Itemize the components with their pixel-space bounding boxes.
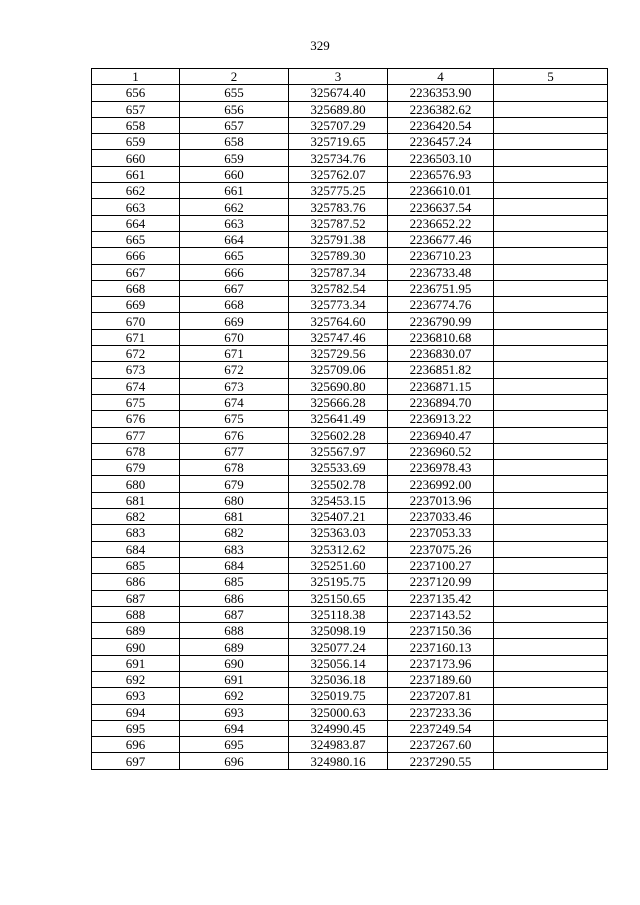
table-cell: 696: [92, 737, 180, 753]
table-cell: 680: [180, 492, 289, 508]
table-cell: 2237100.27: [388, 557, 494, 573]
table-cell: 325453.15: [289, 492, 388, 508]
table-cell: 2237120.99: [388, 574, 494, 590]
table-cell: 657: [92, 101, 180, 117]
table-cell: [494, 737, 608, 753]
table-cell: 683: [180, 541, 289, 557]
column-header: 1: [92, 69, 180, 85]
table-cell: [494, 248, 608, 264]
table-cell: [494, 264, 608, 280]
column-header: 2: [180, 69, 289, 85]
table-row: [92, 492, 608, 508]
table-cell: 671: [92, 329, 180, 345]
table-cell: 325567.97: [289, 443, 388, 459]
table-cell: 2237160.13: [388, 639, 494, 655]
table-cell: 685: [92, 557, 180, 573]
table-cell: 2236733.48: [388, 264, 494, 280]
table-cell: 325789.30: [289, 248, 388, 264]
table-row: [92, 280, 608, 296]
table-cell: [494, 509, 608, 525]
table-cell: 325707.29: [289, 117, 388, 133]
table-cell: [494, 394, 608, 410]
table-row: [92, 215, 608, 231]
table-row: [92, 541, 608, 557]
table-cell: [494, 199, 608, 215]
table-cell: 2236610.01: [388, 183, 494, 199]
table-cell: 672: [92, 346, 180, 362]
coordinates-table: [91, 68, 608, 770]
table-cell: 690: [180, 655, 289, 671]
table-row: [92, 606, 608, 622]
table-cell: 673: [92, 362, 180, 378]
table-cell: [494, 378, 608, 394]
table-cell: 677: [92, 427, 180, 443]
table-cell: 2236774.76: [388, 297, 494, 313]
table-cell: 696: [180, 753, 289, 769]
table-cell: 325764.60: [289, 313, 388, 329]
table-cell: 325689.80: [289, 101, 388, 117]
table-cell: 690: [92, 639, 180, 655]
table-cell: 666: [92, 248, 180, 264]
table-cell: [494, 753, 608, 769]
column-header: 5: [494, 69, 608, 85]
table-row: [92, 346, 608, 362]
table-cell: 2236353.90: [388, 85, 494, 101]
table-cell: [494, 574, 608, 590]
table-cell: 684: [180, 557, 289, 573]
table-cell: 678: [92, 443, 180, 459]
table-cell: 325641.49: [289, 411, 388, 427]
table-cell: 679: [180, 476, 289, 492]
table-cell: [494, 166, 608, 182]
table-cell: 325077.24: [289, 639, 388, 655]
table-cell: 2237053.33: [388, 525, 494, 541]
table-cell: 694: [180, 720, 289, 736]
table-cell: [494, 623, 608, 639]
table-cell: 692: [92, 671, 180, 687]
table-cell: [494, 655, 608, 671]
table-cell: 673: [180, 378, 289, 394]
table-cell: 683: [92, 525, 180, 541]
table-row: [92, 427, 608, 443]
table-cell: 325056.14: [289, 655, 388, 671]
table-row: [92, 329, 608, 345]
table-cell: 691: [92, 655, 180, 671]
table-cell: 2236940.47: [388, 427, 494, 443]
table-cell: 2237013.96: [388, 492, 494, 508]
table-cell: 324983.87: [289, 737, 388, 753]
table-cell: 325791.38: [289, 231, 388, 247]
table-row: [92, 525, 608, 541]
table-cell: 672: [180, 362, 289, 378]
table-cell: 2236790.99: [388, 313, 494, 329]
table-cell: [494, 231, 608, 247]
table-row: [92, 134, 608, 150]
table-cell: [494, 541, 608, 557]
table-cell: 2236420.54: [388, 117, 494, 133]
table-cell: 689: [92, 623, 180, 639]
page-number: 329: [310, 38, 330, 53]
table-cell: 687: [92, 590, 180, 606]
table-cell: [494, 313, 608, 329]
table-cell: [494, 85, 608, 101]
table-row: [92, 411, 608, 427]
table-cell: 2236810.68: [388, 329, 494, 345]
table-cell: 2237150.36: [388, 623, 494, 639]
table-cell: [494, 280, 608, 296]
table-cell: 2236710.23: [388, 248, 494, 264]
table-cell: [494, 150, 608, 166]
table-cell: 681: [92, 492, 180, 508]
table-cell: 675: [92, 394, 180, 410]
table-cell: 325666.28: [289, 394, 388, 410]
table-cell: 691: [180, 671, 289, 687]
table-cell: 324980.16: [289, 753, 388, 769]
table-cell: 682: [92, 509, 180, 525]
table-cell: 325747.46: [289, 329, 388, 345]
table-row: [92, 443, 608, 459]
table-cell: 324990.45: [289, 720, 388, 736]
table-cell: 325312.62: [289, 541, 388, 557]
table-cell: 662: [180, 199, 289, 215]
table-row: [92, 199, 608, 215]
table-cell: 663: [92, 199, 180, 215]
table-row: [92, 150, 608, 166]
table-cell: 684: [92, 541, 180, 557]
table-cell: 686: [92, 574, 180, 590]
table-cell: 2236503.10: [388, 150, 494, 166]
table-cell: 325251.60: [289, 557, 388, 573]
table-cell: 661: [180, 183, 289, 199]
table-cell: 2236851.82: [388, 362, 494, 378]
table-cell: [494, 134, 608, 150]
table-row: [92, 639, 608, 655]
table-cell: [494, 671, 608, 687]
table-cell: 2237233.36: [388, 704, 494, 720]
table-cell: 688: [180, 623, 289, 639]
table-cell: 668: [180, 297, 289, 313]
table-cell: [494, 492, 608, 508]
table-cell: [494, 215, 608, 231]
table-cell: 695: [180, 737, 289, 753]
table-cell: [494, 639, 608, 655]
table-cell: 679: [92, 460, 180, 476]
table-cell: [494, 183, 608, 199]
table-cell: [494, 346, 608, 362]
table-row: [92, 183, 608, 199]
table-cell: 674: [92, 378, 180, 394]
table-cell: 670: [92, 313, 180, 329]
table-cell: 669: [180, 313, 289, 329]
table-cell: 662: [92, 183, 180, 199]
table-cell: [494, 411, 608, 427]
table-cell: 325502.78: [289, 476, 388, 492]
table-cell: 2236576.93: [388, 166, 494, 182]
table-cell: [494, 688, 608, 704]
table-cell: 656: [180, 101, 289, 117]
table-cell: 2237267.60: [388, 737, 494, 753]
table-cell: 660: [92, 150, 180, 166]
table-cell: 325602.28: [289, 427, 388, 443]
table-cell: 325150.65: [289, 590, 388, 606]
table-cell: 668: [92, 280, 180, 296]
table-row: [92, 166, 608, 182]
table-cell: 325363.03: [289, 525, 388, 541]
table-cell: [494, 590, 608, 606]
table-cell: [494, 525, 608, 541]
table-cell: 659: [92, 134, 180, 150]
table-cell: 325118.38: [289, 606, 388, 622]
table-cell: 693: [92, 688, 180, 704]
table-row: [92, 590, 608, 606]
table-cell: 2236382.62: [388, 101, 494, 117]
table-cell: 325773.34: [289, 297, 388, 313]
table-cell: 2236457.24: [388, 134, 494, 150]
table-cell: 669: [92, 297, 180, 313]
table-cell: 325787.52: [289, 215, 388, 231]
table-cell: 657: [180, 117, 289, 133]
table-cell: 2237249.54: [388, 720, 494, 736]
table-cell: 664: [180, 231, 289, 247]
table-cell: 2237189.60: [388, 671, 494, 687]
table-row: [92, 297, 608, 313]
table-cell: 665: [92, 231, 180, 247]
table-cell: 681: [180, 509, 289, 525]
table-cell: 655: [180, 85, 289, 101]
table-cell: 2236637.54: [388, 199, 494, 215]
table-cell: 2236751.95: [388, 280, 494, 296]
table-row: [92, 264, 608, 280]
table-cell: 682: [180, 525, 289, 541]
table-cell: 325734.76: [289, 150, 388, 166]
table-cell: 660: [180, 166, 289, 182]
table-cell: 325195.75: [289, 574, 388, 590]
table-row: [92, 85, 608, 101]
table-cell: 325000.63: [289, 704, 388, 720]
table-row: [92, 362, 608, 378]
table-body: [92, 85, 608, 769]
table-cell: [494, 101, 608, 117]
table-cell: 2237290.55: [388, 753, 494, 769]
table-cell: 671: [180, 346, 289, 362]
table-cell: [494, 557, 608, 573]
table-cell: 325407.21: [289, 509, 388, 525]
table-cell: 675: [180, 411, 289, 427]
table-cell: 2236978.43: [388, 460, 494, 476]
table-cell: 2236830.07: [388, 346, 494, 362]
table-cell: 686: [180, 590, 289, 606]
table-cell: 676: [92, 411, 180, 427]
table-cell: 665: [180, 248, 289, 264]
table-cell: 325787.34: [289, 264, 388, 280]
table-cell: 325762.07: [289, 166, 388, 182]
table-row: [92, 557, 608, 573]
table-cell: 2237143.52: [388, 606, 494, 622]
table-row: [92, 574, 608, 590]
table-cell: 697: [92, 753, 180, 769]
table-cell: [494, 460, 608, 476]
table-cell: 689: [180, 639, 289, 655]
table-row: [92, 720, 608, 736]
table-cell: 325690.80: [289, 378, 388, 394]
table-cell: [494, 606, 608, 622]
table-row: [92, 704, 608, 720]
table-cell: [494, 329, 608, 345]
table-cell: [494, 117, 608, 133]
table-cell: 2236894.70: [388, 394, 494, 410]
table-cell: [494, 704, 608, 720]
table-row: [92, 655, 608, 671]
table-cell: 692: [180, 688, 289, 704]
table-row: [92, 688, 608, 704]
table-cell: 2236992.00: [388, 476, 494, 492]
table-row: [92, 737, 608, 753]
table-cell: [494, 476, 608, 492]
table-cell: 661: [92, 166, 180, 182]
header-row: [92, 69, 608, 85]
table-cell: 659: [180, 150, 289, 166]
table-cell: 688: [92, 606, 180, 622]
column-header: 4: [388, 69, 494, 85]
table-cell: 664: [92, 215, 180, 231]
table-cell: 670: [180, 329, 289, 345]
table-cell: 325729.56: [289, 346, 388, 362]
table-cell: 695: [92, 720, 180, 736]
table-row: [92, 460, 608, 476]
table-cell: 2236960.52: [388, 443, 494, 459]
table-cell: 325719.65: [289, 134, 388, 150]
table-cell: 676: [180, 427, 289, 443]
table-cell: 325036.18: [289, 671, 388, 687]
table-cell: [494, 720, 608, 736]
table-cell: 667: [92, 264, 180, 280]
table-row: [92, 509, 608, 525]
table-cell: 658: [92, 117, 180, 133]
table-cell: 685: [180, 574, 289, 590]
table-cell: 325019.75: [289, 688, 388, 704]
table-row: [92, 117, 608, 133]
table-cell: 2236871.15: [388, 378, 494, 394]
table-cell: [494, 427, 608, 443]
table-cell: 2237075.26: [388, 541, 494, 557]
table-cell: 2236652.22: [388, 215, 494, 231]
table-cell: 325709.06: [289, 362, 388, 378]
table-cell: 687: [180, 606, 289, 622]
table-cell: 325783.76: [289, 199, 388, 215]
table-cell: 2237135.42: [388, 590, 494, 606]
table-row: [92, 101, 608, 117]
table-cell: 694: [92, 704, 180, 720]
table-row: [92, 623, 608, 639]
table-row: [92, 753, 608, 769]
table-row: [92, 378, 608, 394]
table-cell: 678: [180, 460, 289, 476]
table-row: [92, 231, 608, 247]
column-header: 3: [289, 69, 388, 85]
table-cell: 2237033.46: [388, 509, 494, 525]
table-cell: 2237207.81: [388, 688, 494, 704]
table-cell: 325782.54: [289, 280, 388, 296]
table-cell: 2236677.46: [388, 231, 494, 247]
table-cell: 325098.19: [289, 623, 388, 639]
table-cell: [494, 297, 608, 313]
table-cell: 666: [180, 264, 289, 280]
table-row: [92, 476, 608, 492]
table-header: [92, 69, 608, 85]
table-cell: 325533.69: [289, 460, 388, 476]
table-cell: [494, 362, 608, 378]
table-cell: 2237173.96: [388, 655, 494, 671]
table-row: [92, 671, 608, 687]
table-cell: 656: [92, 85, 180, 101]
table-cell: 325775.25: [289, 183, 388, 199]
table-cell: 677: [180, 443, 289, 459]
table-row: [92, 248, 608, 264]
table-row: [92, 394, 608, 410]
table-cell: 325674.40: [289, 85, 388, 101]
table-cell: 2236913.22: [388, 411, 494, 427]
table-cell: 674: [180, 394, 289, 410]
table-cell: 693: [180, 704, 289, 720]
table-cell: [494, 443, 608, 459]
table-row: [92, 313, 608, 329]
table-cell: 680: [92, 476, 180, 492]
table-cell: 663: [180, 215, 289, 231]
table-cell: 667: [180, 280, 289, 296]
table-cell: 658: [180, 134, 289, 150]
